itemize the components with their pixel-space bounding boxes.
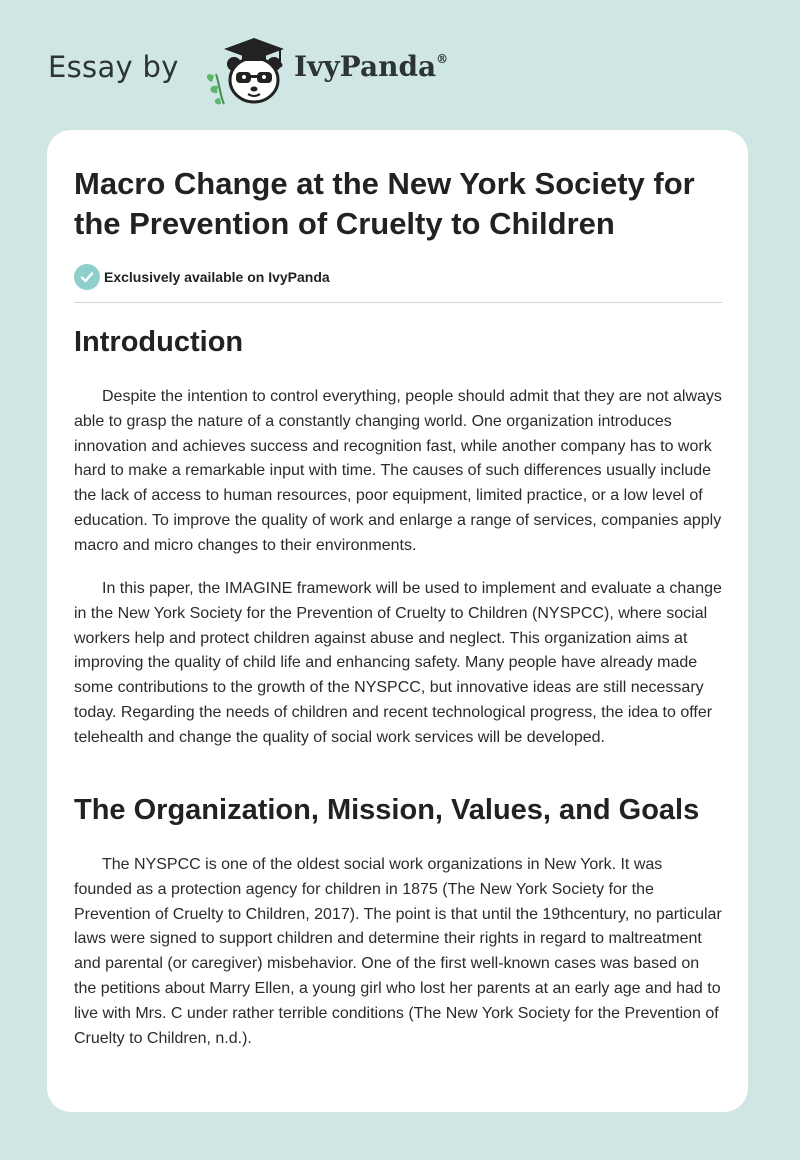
paragraph: In this paper, the IMAGINE framework will be used to implement and evaluate a change in the New York Society for the Prevention of Cruelty to Children (NYSPCC), where social workers help and protect children against abuse and neglect. This organization aims at improving the quality of child life and enhancing safety. Many people have already made some contributions to the growth of the NYSPCC, but innovative ideas are still necessary today. Regarding the needs of children and recent technological progress, the idea to offer telehealth and change the quality of social work services will be developed. (74, 580, 722, 746)
divider (74, 302, 722, 303)
ivypanda-logo-icon[interactable] (200, 36, 292, 108)
exclusive-badge (74, 264, 330, 290)
section-heading-introduction: Introduction (74, 326, 244, 358)
brand-name[interactable]: IvyPanda® (294, 50, 449, 83)
paragraph: Despite the intention to control everything, people should admit that they are not always able to grasp the nature of a constantly changing world. One organization introduces innovation and achieves success and recognition fast, while another company has to work hard to make a remarkable input with time. The causes of such differences usually include the lack of access to human resources, poor equipment, limited practice, or a low level of education. To improve the quality of work and enlarge a range of services, companies apply macro and micro changes to their environments. (74, 388, 722, 554)
leaf-icon (207, 74, 224, 104)
paragraph: The NYSPCC is one of the oldest social work organizations in New York. It was founded as a protection agency for children in 1875 (The New York Society for the Prevention of Cruelty to Children, 2017). The point is that until the 19thcentury, no particular laws were signed to support children and determine their rights in regard to maltreatment and parental (or caregiver) misbehavior. One of the first well-known cases was based on the petitions about Marry Ellen, a young girl who lost her parents at an early age and had to live with Mrs. C under rather terrible conditions (The New York Society for the Prevention of Cruelty to Children, n.d.). (74, 856, 722, 1047)
page-title: Macro Change at the New York Society for the Prevention of Cruelty to Children (74, 166, 695, 241)
exclusive-label: Exclusively available on IvyPanda (104, 269, 330, 285)
site-header (48, 36, 768, 112)
check-icon (74, 264, 100, 290)
essay-by-label: Essay by (48, 50, 179, 84)
essay-card (47, 130, 748, 1112)
section-heading-organization: The Organization, Mission, Values, and Goals (74, 794, 700, 826)
